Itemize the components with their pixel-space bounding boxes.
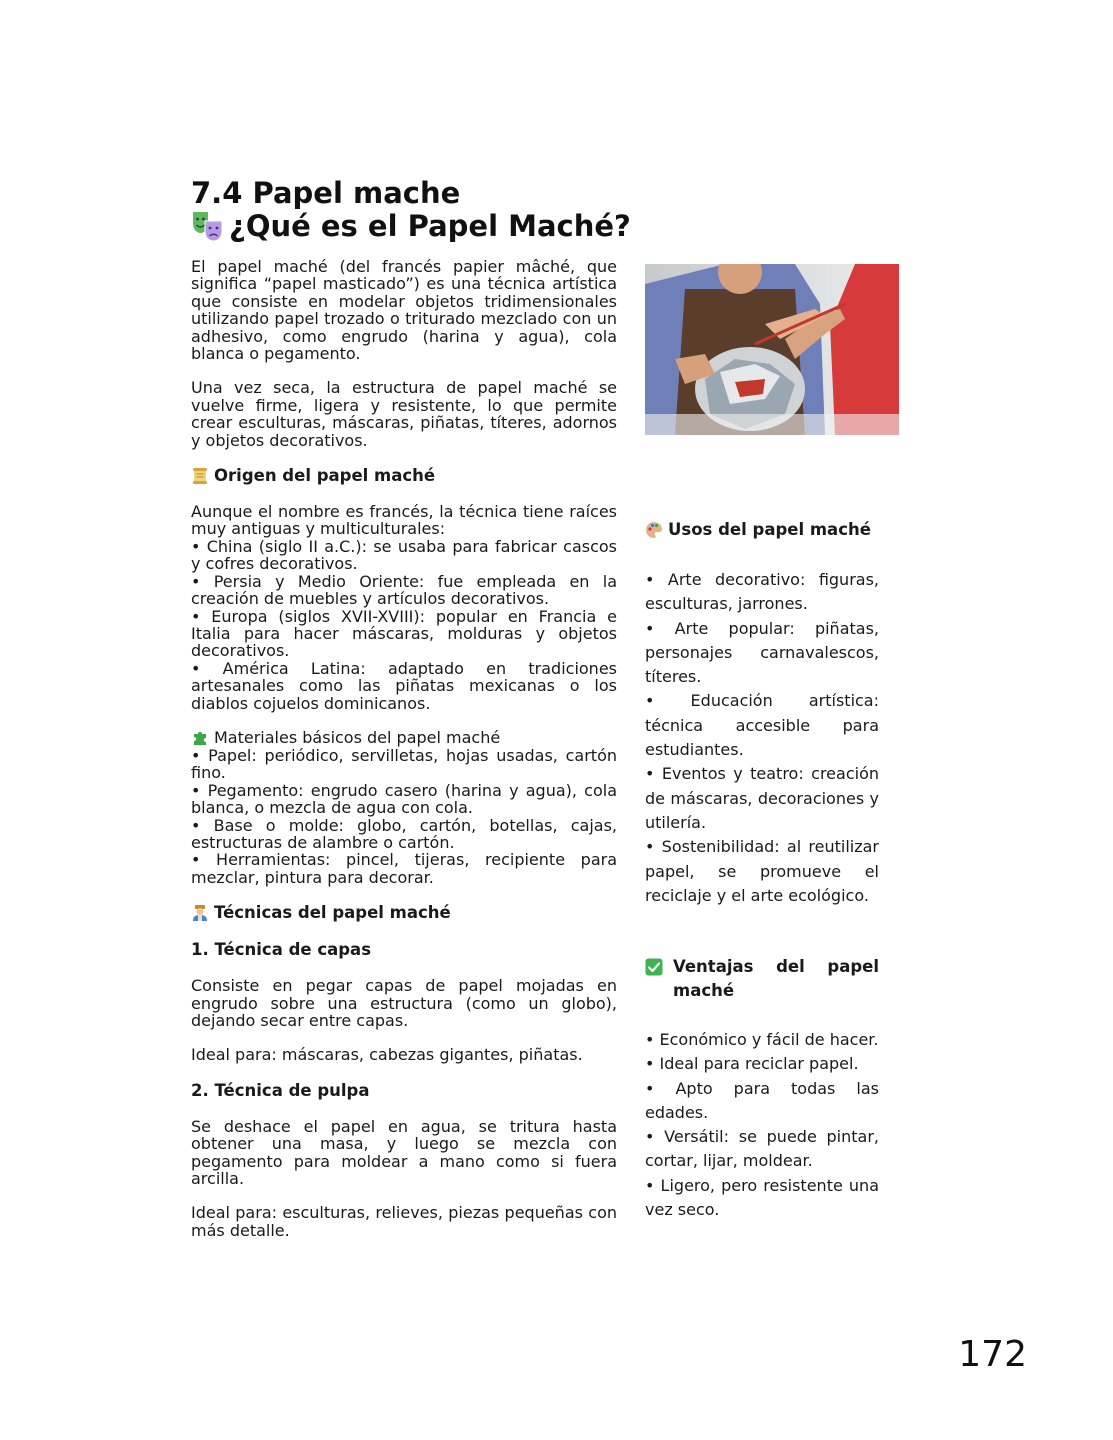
techniques-heading bbox=[191, 903, 617, 923]
list-item: • Eventos y teatro: creación de máscaras, decoraciones y utilería. bbox=[645, 764, 879, 832]
palette-icon bbox=[645, 521, 663, 539]
list-item: • Papel: periódico, servilletas, hojas usadas, cartón fino. bbox=[191, 745, 617, 783]
theater-masks-icon bbox=[191, 209, 225, 243]
advantages-heading-text: Ventajas del papel maché bbox=[673, 957, 879, 1000]
list-item: • Base o molde: globo, cartón, botellas, cajas, estructuras de alambre o cartón. bbox=[191, 815, 617, 852]
list-item: • Ideal para reciclar papel. bbox=[645, 1054, 859, 1074]
artisan-icon bbox=[191, 904, 209, 922]
origin-heading bbox=[191, 466, 617, 486]
pulp-ideal-text: Ideal para: esculturas, relieves, piezas pequeñas con más detalle. bbox=[191, 1203, 617, 1240]
list-item: • Arte decorativo: figuras, esculturas, jarrones. bbox=[645, 570, 879, 614]
layers-technique-text: Consiste en pegar capas de papel mojadas en engrudo sobre una estructura (como un globo), dejando secar entre capas. bbox=[191, 976, 617, 1030]
left-column bbox=[191, 258, 617, 1239]
page-title: 7.4 Papel mache bbox=[191, 176, 461, 210]
list-item: • Pegamento: engrudo casero (harina y agua), cola blanca, o mezcla de agua con cola. bbox=[191, 780, 617, 818]
uses-heading-text: Usos del papel maché bbox=[668, 520, 871, 539]
list-item: • Versátil: se puede pintar, cortar, lijar, moldear. bbox=[645, 1127, 879, 1171]
list-item: • Educación artística: técnica accesible para estudiantes. bbox=[645, 691, 879, 760]
advantages-heading bbox=[645, 955, 879, 1003]
pulp-technique-heading: 2. Técnica de pulpa bbox=[191, 1080, 370, 1100]
section-heading-what-is bbox=[191, 209, 631, 243]
pulp-technique-text: Se deshace el papel en agua, se tritura hasta obtener una masa, y luego se mezcla con pegamento para moldear a mano como si fuera arcilla. bbox=[191, 1116, 617, 1189]
materials-heading bbox=[191, 729, 617, 747]
list-item: • China (siglo II a.C.): se usaba para fabricar cascos y cofres decorativos. bbox=[191, 536, 617, 574]
list-item: • Sostenibilidad: al reutilizar papel, se promueve el reciclaje y el arte ecológico. bbox=[645, 837, 879, 905]
list-item: • Persia y Medio Oriente: fue empleada en la creación de muebles y artículos decorativos. bbox=[191, 571, 617, 609]
layers-technique-heading: 1. Técnica de capas bbox=[191, 940, 372, 960]
uses-heading bbox=[645, 518, 879, 542]
layers-ideal-text: Ideal para: máscaras, cabezas gigantes, piñatas. bbox=[191, 1045, 583, 1065]
uses-section bbox=[645, 518, 879, 908]
origin-lead: Aunque el nombre es francés, la técnica tiene raíces muy antiguas y multiculturales: bbox=[191, 502, 617, 539]
list-item: • Apto para todas las edades. bbox=[645, 1078, 879, 1122]
techniques-heading-text: Técnicas del papel maché bbox=[214, 903, 451, 923]
materials-heading-text: Materiales básicos del papel maché bbox=[214, 728, 501, 748]
origin-heading-text: Origen del papel maché bbox=[214, 466, 436, 486]
advantages-section bbox=[645, 955, 879, 1222]
check-mark-icon bbox=[645, 958, 663, 976]
list-item: • Europa (siglos XVII-XVIII): popular en Francia e Italia para hacer máscaras, molduras y objetos decorativos. bbox=[191, 606, 617, 661]
subtitle-text: ¿Qué es el Papel Maché? bbox=[229, 209, 631, 243]
list-item: • Herramientas: pincel, tijeras, recipiente para mezclar, pintura para decorar. bbox=[191, 850, 617, 887]
list-item: • Ligero, pero resistente una vez seco. bbox=[645, 1175, 879, 1220]
intro-paragraph-1: El papel maché (del francés papier mâché, que significa “papel masticado”) es una técnica artística que consiste en modelar objetos tridimensionales utilizando papel trozado o triturado mezclado con un adhesivo, como engrudo (harina y agua), cola blanca o pegamento. bbox=[191, 257, 617, 364]
list-item: • América Latina: adaptado en tradiciones artesanales como las piñatas mexicanas o los diablos cojuelos dominicanos. bbox=[191, 658, 617, 713]
papier-mache-photo bbox=[645, 264, 899, 435]
intro-paragraph-2: Una vez seca, la estructura de papel maché se vuelve firme, ligera y resistente, lo que permite crear esculturas, máscaras, piñatas, títeres, adornos y objetos decorativos. bbox=[191, 378, 617, 450]
list-item: • Económico y fácil de hacer. bbox=[645, 1030, 879, 1049]
page-number: 172 bbox=[958, 1334, 1027, 1375]
puzzle-icon bbox=[191, 729, 209, 747]
list-item: • Arte popular: piñatas, personajes carnavalescos, títeres. bbox=[645, 618, 879, 687]
scroll-icon bbox=[191, 467, 209, 485]
